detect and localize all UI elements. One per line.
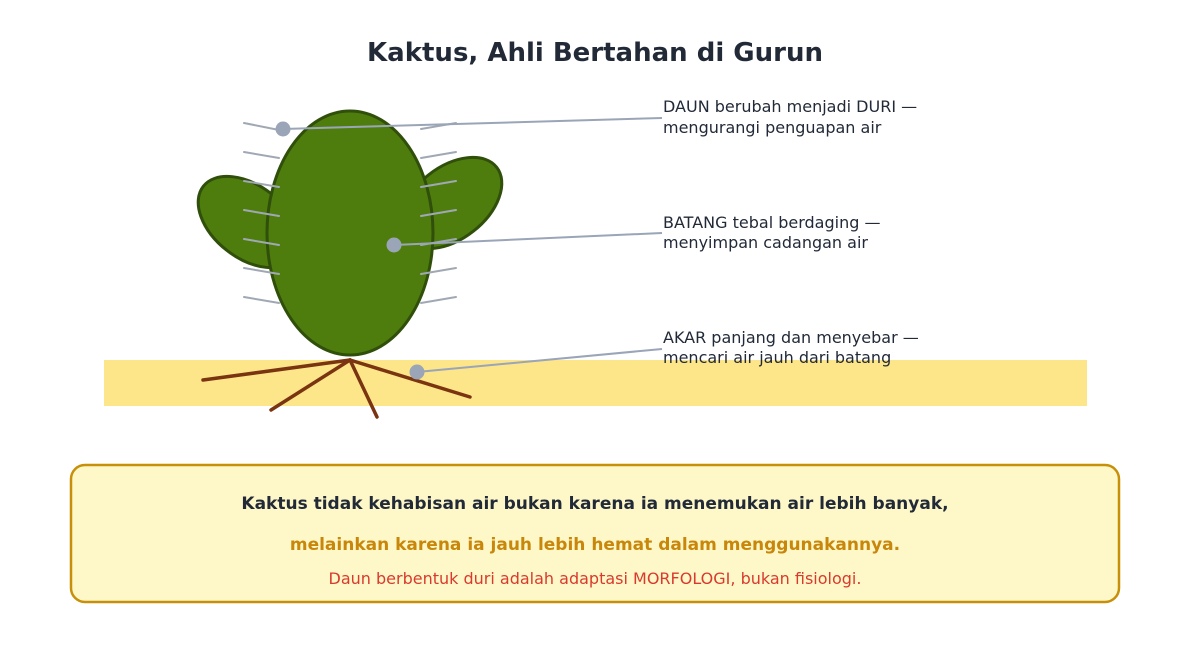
soil-band (104, 360, 1087, 406)
summary-accent-text: melainkan karena ia jauh lebih hemat dalam menggunakannya. (289, 535, 901, 555)
callout-stem (663, 213, 880, 252)
callout-roots-line2: mencari air jauh dari batang (663, 348, 892, 367)
callout-stem-line1: BATANG tebal berdaging — (663, 213, 881, 232)
spine (244, 123, 279, 130)
spine (421, 297, 456, 303)
summary-main-text: Kaktus tidak kehabisan air bukan karena ia menemukan air lebih banyak, (241, 494, 949, 514)
marker-dot-spines (276, 122, 291, 137)
spine (421, 152, 456, 158)
spine (244, 152, 279, 158)
diagram-title: Kaktus, Ahli Bertahan di Gurun (367, 38, 823, 68)
marker-dot-roots (410, 365, 425, 380)
cactus-stem (267, 111, 433, 355)
callout-spines-line1: DAUN berubah menjadi DURI — (663, 97, 918, 116)
summary-note-text: Daun berbentuk duri adalah adaptasi MORFOLOGI, bukan fisiologi. (328, 569, 862, 588)
marker-dot-stem (387, 238, 402, 253)
callout-roots (663, 328, 919, 367)
callout-roots-line1: AKAR panjang dan menyebar — (663, 328, 919, 347)
callout-spines-line2: mengurangi penguapan air (663, 118, 882, 137)
spine (244, 297, 279, 303)
callout-stem-line2: menyimpan cadangan air (663, 233, 868, 252)
callout-spines (663, 97, 917, 137)
